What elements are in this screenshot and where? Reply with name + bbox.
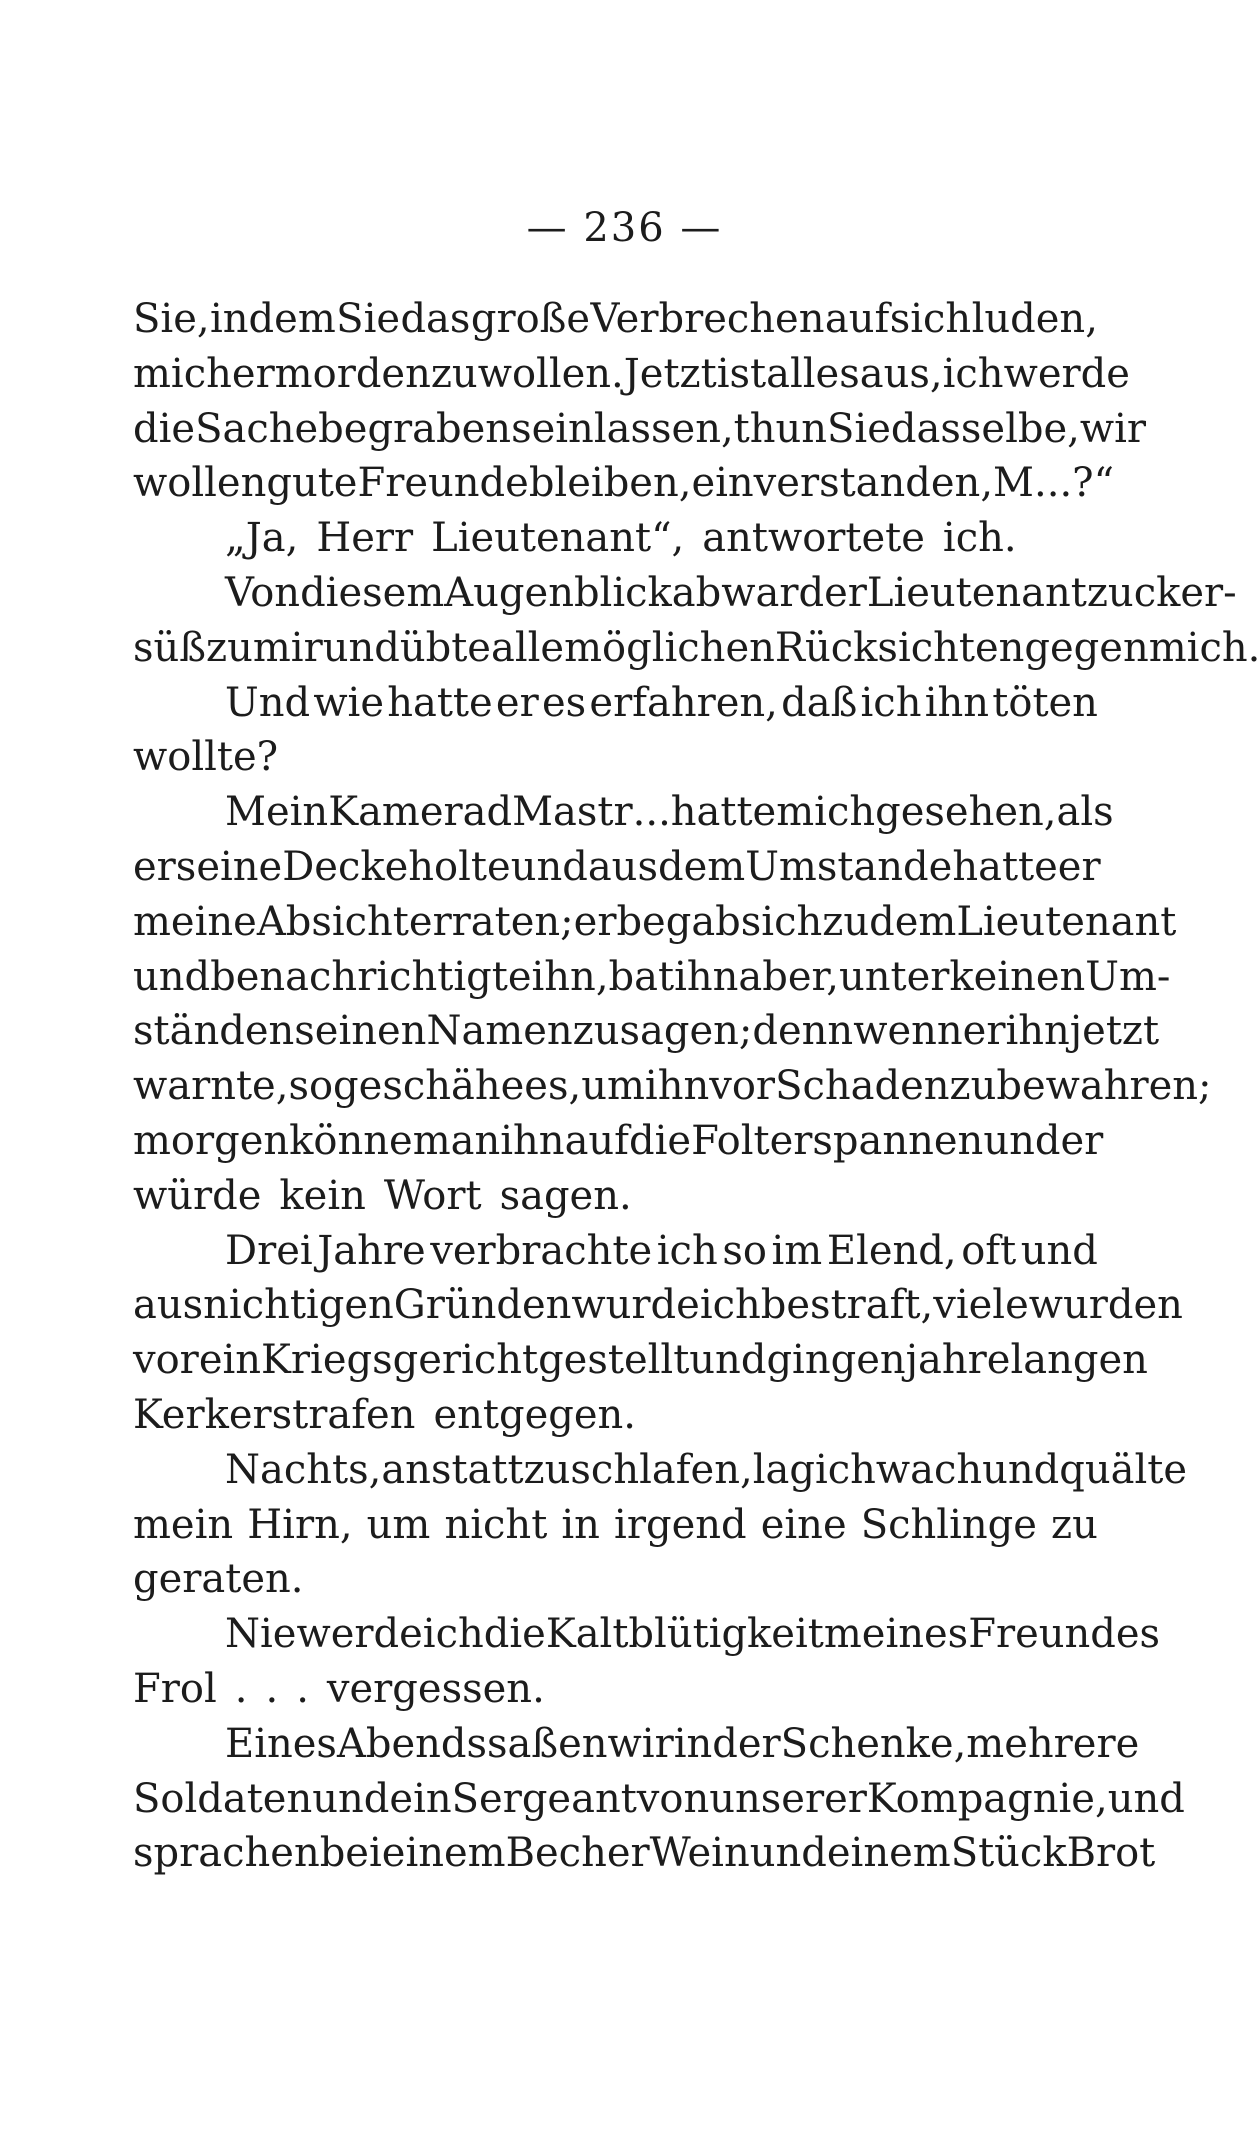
word: wollen. bbox=[477, 350, 624, 397]
word: Gründen bbox=[393, 1282, 572, 1329]
word: werde bbox=[296, 1611, 423, 1658]
word: die bbox=[628, 1117, 692, 1164]
word: Lieutenant“, bbox=[431, 515, 685, 562]
text-line bbox=[133, 1662, 1098, 1717]
word: wir bbox=[1079, 405, 1147, 452]
word: die bbox=[483, 1611, 546, 1658]
word: er bbox=[1057, 843, 1101, 890]
word: zu bbox=[206, 624, 253, 671]
word: seinen bbox=[294, 1008, 427, 1055]
word: Becher bbox=[505, 1830, 650, 1877]
word: luden, bbox=[971, 296, 1098, 342]
word: irgend bbox=[614, 1501, 747, 1548]
word: thun bbox=[733, 405, 828, 452]
word: mich bbox=[776, 789, 876, 836]
word: aber, bbox=[738, 953, 839, 1000]
word: Brot bbox=[1066, 1830, 1156, 1877]
word: antwortete bbox=[702, 515, 925, 562]
word: ihn bbox=[1005, 1008, 1070, 1055]
word: Und bbox=[225, 679, 311, 726]
word: unter bbox=[838, 953, 950, 1000]
word: zu bbox=[430, 350, 478, 397]
word: Frol bbox=[133, 1665, 217, 1712]
word: morgen bbox=[133, 1117, 290, 1164]
word: daß bbox=[781, 679, 858, 726]
word: mich bbox=[133, 350, 232, 397]
word: um bbox=[366, 1501, 431, 1548]
word: Sergeant bbox=[451, 1775, 637, 1822]
word: Umstande bbox=[745, 843, 953, 890]
word: vor bbox=[709, 1063, 776, 1110]
word: als bbox=[1056, 789, 1114, 836]
text-line bbox=[133, 566, 1237, 621]
word: . bbox=[658, 789, 671, 836]
word: auf bbox=[824, 296, 890, 342]
word: spannen bbox=[812, 1117, 984, 1164]
word: alles bbox=[766, 350, 860, 397]
word: Elend, bbox=[826, 1227, 957, 1274]
body-text bbox=[133, 292, 1260, 1881]
word: zu bbox=[523, 1446, 571, 1493]
word: Kompagnie, bbox=[866, 1775, 1108, 1822]
word: Wein bbox=[649, 1830, 750, 1877]
word: ihn bbox=[674, 953, 739, 1000]
word: Lieutenant bbox=[866, 569, 1087, 616]
word: Sie bbox=[336, 296, 401, 342]
text-line bbox=[133, 676, 1098, 731]
text-line bbox=[133, 785, 1114, 840]
word: aus bbox=[587, 843, 658, 890]
text-line bbox=[133, 456, 1115, 511]
word: erfahren, bbox=[589, 679, 778, 726]
word: bewahren; bbox=[996, 1063, 1212, 1110]
word: einverstanden, bbox=[691, 460, 994, 507]
word: er bbox=[1060, 1117, 1104, 1164]
word: bat bbox=[608, 953, 675, 1000]
word: indem bbox=[210, 296, 336, 342]
word: sein bbox=[511, 405, 594, 452]
word: zucker- bbox=[1086, 569, 1237, 616]
word: ihn bbox=[500, 1117, 565, 1164]
word: „Ja, bbox=[225, 515, 299, 562]
word: das bbox=[400, 296, 471, 342]
word: sprachen bbox=[133, 1830, 320, 1877]
text-line bbox=[133, 1826, 1156, 1881]
word: bestraft, bbox=[760, 1282, 934, 1329]
word: und bbox=[1107, 1775, 1185, 1822]
word: könne bbox=[289, 1117, 413, 1164]
word: Schlinge bbox=[860, 1501, 1037, 1548]
word: geschähe bbox=[333, 1063, 525, 1110]
word: sich bbox=[889, 296, 972, 342]
word: ständen bbox=[133, 1008, 295, 1055]
word: es, bbox=[524, 1063, 582, 1110]
word: Kerkerstrafen bbox=[133, 1391, 416, 1438]
word: einem bbox=[826, 1830, 951, 1877]
word: und bbox=[133, 953, 211, 1000]
word: ihn, bbox=[531, 953, 609, 1000]
text-line bbox=[133, 292, 1098, 347]
word: Verbrechen bbox=[590, 296, 825, 342]
text-line bbox=[133, 1388, 1098, 1443]
word: Um- bbox=[1085, 953, 1171, 1000]
word: hatte bbox=[952, 843, 1058, 890]
text-line bbox=[133, 1224, 1098, 1279]
word: . bbox=[1034, 460, 1047, 507]
text-line bbox=[133, 1443, 1188, 1498]
word: Jahre bbox=[317, 1227, 426, 1274]
word: Kaltblütigkeit bbox=[545, 1611, 824, 1658]
word: werde bbox=[1003, 350, 1130, 397]
word: in bbox=[561, 1501, 600, 1548]
text-line bbox=[133, 1772, 1185, 1827]
word: Lieutenant bbox=[956, 898, 1177, 945]
word: aus, bbox=[859, 350, 943, 397]
word: Soldaten bbox=[133, 1775, 313, 1822]
word: und bbox=[689, 1337, 767, 1384]
word: wir bbox=[607, 1720, 674, 1767]
word: wurde bbox=[571, 1282, 700, 1329]
page-number: — 236 — bbox=[526, 205, 723, 251]
word: gute bbox=[266, 460, 358, 507]
word: unserer bbox=[709, 1775, 867, 1822]
word: dasselbe, bbox=[890, 405, 1080, 452]
word: alle bbox=[490, 624, 565, 671]
word: . bbox=[265, 1665, 279, 1712]
word: . bbox=[234, 1665, 248, 1712]
word: die bbox=[133, 405, 196, 452]
word: töten bbox=[992, 679, 1098, 726]
word: ich. bbox=[942, 515, 1017, 562]
word: im bbox=[771, 1227, 823, 1274]
word: und bbox=[983, 1117, 1061, 1164]
word: ab bbox=[671, 569, 722, 616]
word: würde bbox=[133, 1172, 262, 1219]
word: ich bbox=[422, 1611, 484, 1658]
text-line bbox=[133, 730, 1098, 785]
word: auf bbox=[564, 1117, 629, 1164]
word: meines bbox=[823, 1611, 969, 1658]
word: man bbox=[412, 1117, 501, 1164]
word: Drei bbox=[225, 1227, 313, 1274]
word: Folter bbox=[691, 1117, 813, 1164]
word: Eines bbox=[225, 1720, 337, 1767]
word: zu bbox=[1051, 1501, 1098, 1548]
word: anstatt bbox=[381, 1446, 524, 1493]
word: erraten; bbox=[408, 898, 574, 945]
word: ich bbox=[814, 1446, 876, 1493]
word: möglichen bbox=[564, 624, 775, 671]
word: Jetzt bbox=[623, 350, 717, 397]
word: und bbox=[322, 624, 400, 671]
word: Hirn, bbox=[247, 1501, 353, 1548]
word: und bbox=[749, 1830, 827, 1877]
word: vor bbox=[133, 1337, 199, 1384]
word: aus bbox=[133, 1282, 204, 1329]
word: holte bbox=[408, 843, 511, 890]
word: wurden bbox=[1028, 1282, 1183, 1329]
word: . bbox=[1046, 460, 1060, 507]
word: quälte bbox=[1059, 1446, 1188, 1493]
word: Kriegsgericht bbox=[261, 1337, 539, 1384]
text-line bbox=[133, 1717, 1140, 1772]
word: und bbox=[312, 1775, 390, 1822]
word: ich bbox=[656, 1227, 718, 1274]
word: ich bbox=[860, 679, 922, 726]
word: ihn bbox=[924, 679, 990, 726]
word: gingen bbox=[766, 1337, 906, 1384]
word: mein bbox=[133, 1501, 234, 1548]
word: Nachts, bbox=[225, 1446, 382, 1493]
text-line bbox=[133, 1114, 1104, 1169]
word: dem bbox=[869, 898, 957, 945]
word: begraben bbox=[318, 405, 512, 452]
text-line bbox=[133, 511, 1098, 566]
word: so bbox=[722, 1227, 767, 1274]
word: war bbox=[721, 569, 799, 616]
text-line bbox=[133, 1169, 1098, 1224]
text-line bbox=[133, 347, 1130, 402]
word: von bbox=[636, 1775, 710, 1822]
word: zu bbox=[572, 1008, 620, 1055]
word: oft bbox=[961, 1227, 1017, 1274]
word: Absicht bbox=[256, 898, 409, 945]
word: Sache bbox=[195, 405, 319, 452]
word: Sie bbox=[827, 405, 891, 452]
word: und bbox=[1020, 1227, 1098, 1274]
word: geraten. bbox=[133, 1556, 304, 1603]
word: Abends bbox=[336, 1720, 488, 1767]
text-line bbox=[133, 1059, 1212, 1114]
word: jetzt bbox=[1069, 1008, 1160, 1055]
word: gesehen, bbox=[875, 789, 1057, 836]
word: keinen bbox=[949, 953, 1086, 1000]
word: Mein bbox=[225, 789, 329, 836]
word: einem bbox=[381, 1830, 506, 1877]
word: ich bbox=[699, 1282, 761, 1329]
word: hatte bbox=[387, 679, 493, 726]
word: Schaden bbox=[775, 1063, 950, 1110]
word: diesem bbox=[300, 569, 445, 616]
word: ein bbox=[198, 1337, 262, 1384]
word: er bbox=[962, 1008, 1006, 1055]
word: hatte bbox=[670, 789, 777, 836]
word: der bbox=[712, 1720, 781, 1767]
word: kein bbox=[279, 1172, 366, 1219]
word: meine bbox=[133, 898, 257, 945]
text-line bbox=[133, 621, 1260, 676]
word: mich. bbox=[1148, 624, 1260, 671]
word: ich bbox=[942, 350, 1004, 397]
word: es bbox=[541, 679, 587, 726]
word: schlafen, bbox=[570, 1446, 753, 1493]
word: Freunde bbox=[357, 460, 529, 507]
text-line bbox=[133, 1498, 1098, 1553]
word: verbrachte bbox=[430, 1227, 653, 1274]
word: Sie, bbox=[133, 296, 210, 342]
word: wie bbox=[313, 679, 385, 726]
word: begab bbox=[616, 898, 741, 945]
text-line bbox=[133, 840, 1101, 895]
word: sagen. bbox=[499, 1172, 632, 1219]
word: er bbox=[495, 679, 539, 726]
text-line bbox=[133, 1278, 1183, 1333]
word: gestellt bbox=[538, 1337, 690, 1384]
word: Augenblick bbox=[444, 569, 672, 616]
word: Von bbox=[225, 569, 301, 616]
word: der bbox=[798, 569, 867, 616]
word: . bbox=[632, 789, 646, 836]
word: wollen bbox=[133, 460, 267, 507]
text-line bbox=[133, 1607, 1161, 1662]
text-line bbox=[133, 1333, 1148, 1388]
word: lassen, bbox=[593, 405, 734, 452]
word: Freundes bbox=[968, 1611, 1161, 1658]
word: saßen bbox=[487, 1720, 608, 1767]
word: mehrere bbox=[966, 1720, 1140, 1767]
word: vergessen. bbox=[326, 1665, 545, 1712]
word: so bbox=[288, 1063, 334, 1110]
word: große bbox=[470, 296, 591, 342]
word: Kamerad bbox=[328, 789, 513, 836]
word: zu bbox=[949, 1063, 997, 1110]
word: ist bbox=[716, 350, 767, 397]
word: lag bbox=[752, 1446, 815, 1493]
word: er bbox=[573, 898, 617, 945]
word: Namen bbox=[426, 1008, 573, 1055]
word: warnte, bbox=[133, 1063, 289, 1110]
word: Rücksichten bbox=[774, 624, 1025, 671]
word: sich bbox=[740, 898, 823, 945]
word: ihn bbox=[644, 1063, 710, 1110]
word: er bbox=[133, 843, 176, 890]
word: nichtigen bbox=[203, 1282, 394, 1329]
word: um bbox=[581, 1063, 645, 1110]
word: gegen bbox=[1024, 624, 1149, 671]
word: übte bbox=[399, 624, 491, 671]
text-line bbox=[133, 950, 1171, 1005]
word: Wort bbox=[383, 1172, 482, 1219]
word: in bbox=[673, 1720, 713, 1767]
word: wach bbox=[875, 1446, 983, 1493]
word: Decke bbox=[282, 843, 409, 890]
text-line bbox=[133, 402, 1147, 457]
word: und bbox=[510, 843, 588, 890]
word: zu bbox=[822, 898, 870, 945]
word: viele bbox=[933, 1282, 1029, 1329]
word: bei bbox=[319, 1830, 382, 1877]
word: und bbox=[982, 1446, 1060, 1493]
word: Stück bbox=[950, 1830, 1067, 1877]
word: Mastr bbox=[512, 789, 633, 836]
word: dem bbox=[657, 843, 746, 890]
word: benachrichtigte bbox=[210, 953, 532, 1000]
word: süß bbox=[133, 624, 207, 671]
word: jahrelangen bbox=[905, 1337, 1148, 1384]
word: ein bbox=[389, 1775, 452, 1822]
word: ermorden bbox=[231, 350, 431, 397]
word: denn bbox=[752, 1008, 854, 1055]
word: wenn bbox=[853, 1008, 963, 1055]
word: Schenke, bbox=[780, 1720, 967, 1767]
word: sagen; bbox=[619, 1008, 753, 1055]
word: . bbox=[645, 789, 659, 836]
word: nicht bbox=[444, 1501, 548, 1548]
word: M bbox=[993, 460, 1035, 507]
word: .?“ bbox=[1059, 460, 1115, 507]
word: eine bbox=[760, 1501, 847, 1548]
word: Nie bbox=[225, 1611, 297, 1658]
text-line bbox=[133, 895, 1177, 950]
text-line bbox=[133, 1552, 1098, 1607]
word: Herr bbox=[316, 515, 414, 562]
word: wollte? bbox=[133, 734, 279, 781]
word: bleiben, bbox=[528, 460, 692, 507]
word: mir bbox=[252, 624, 323, 671]
text-line bbox=[133, 1004, 1160, 1059]
word: entgegen. bbox=[433, 1391, 636, 1438]
word: . bbox=[296, 1665, 309, 1712]
word: seine bbox=[175, 843, 283, 890]
